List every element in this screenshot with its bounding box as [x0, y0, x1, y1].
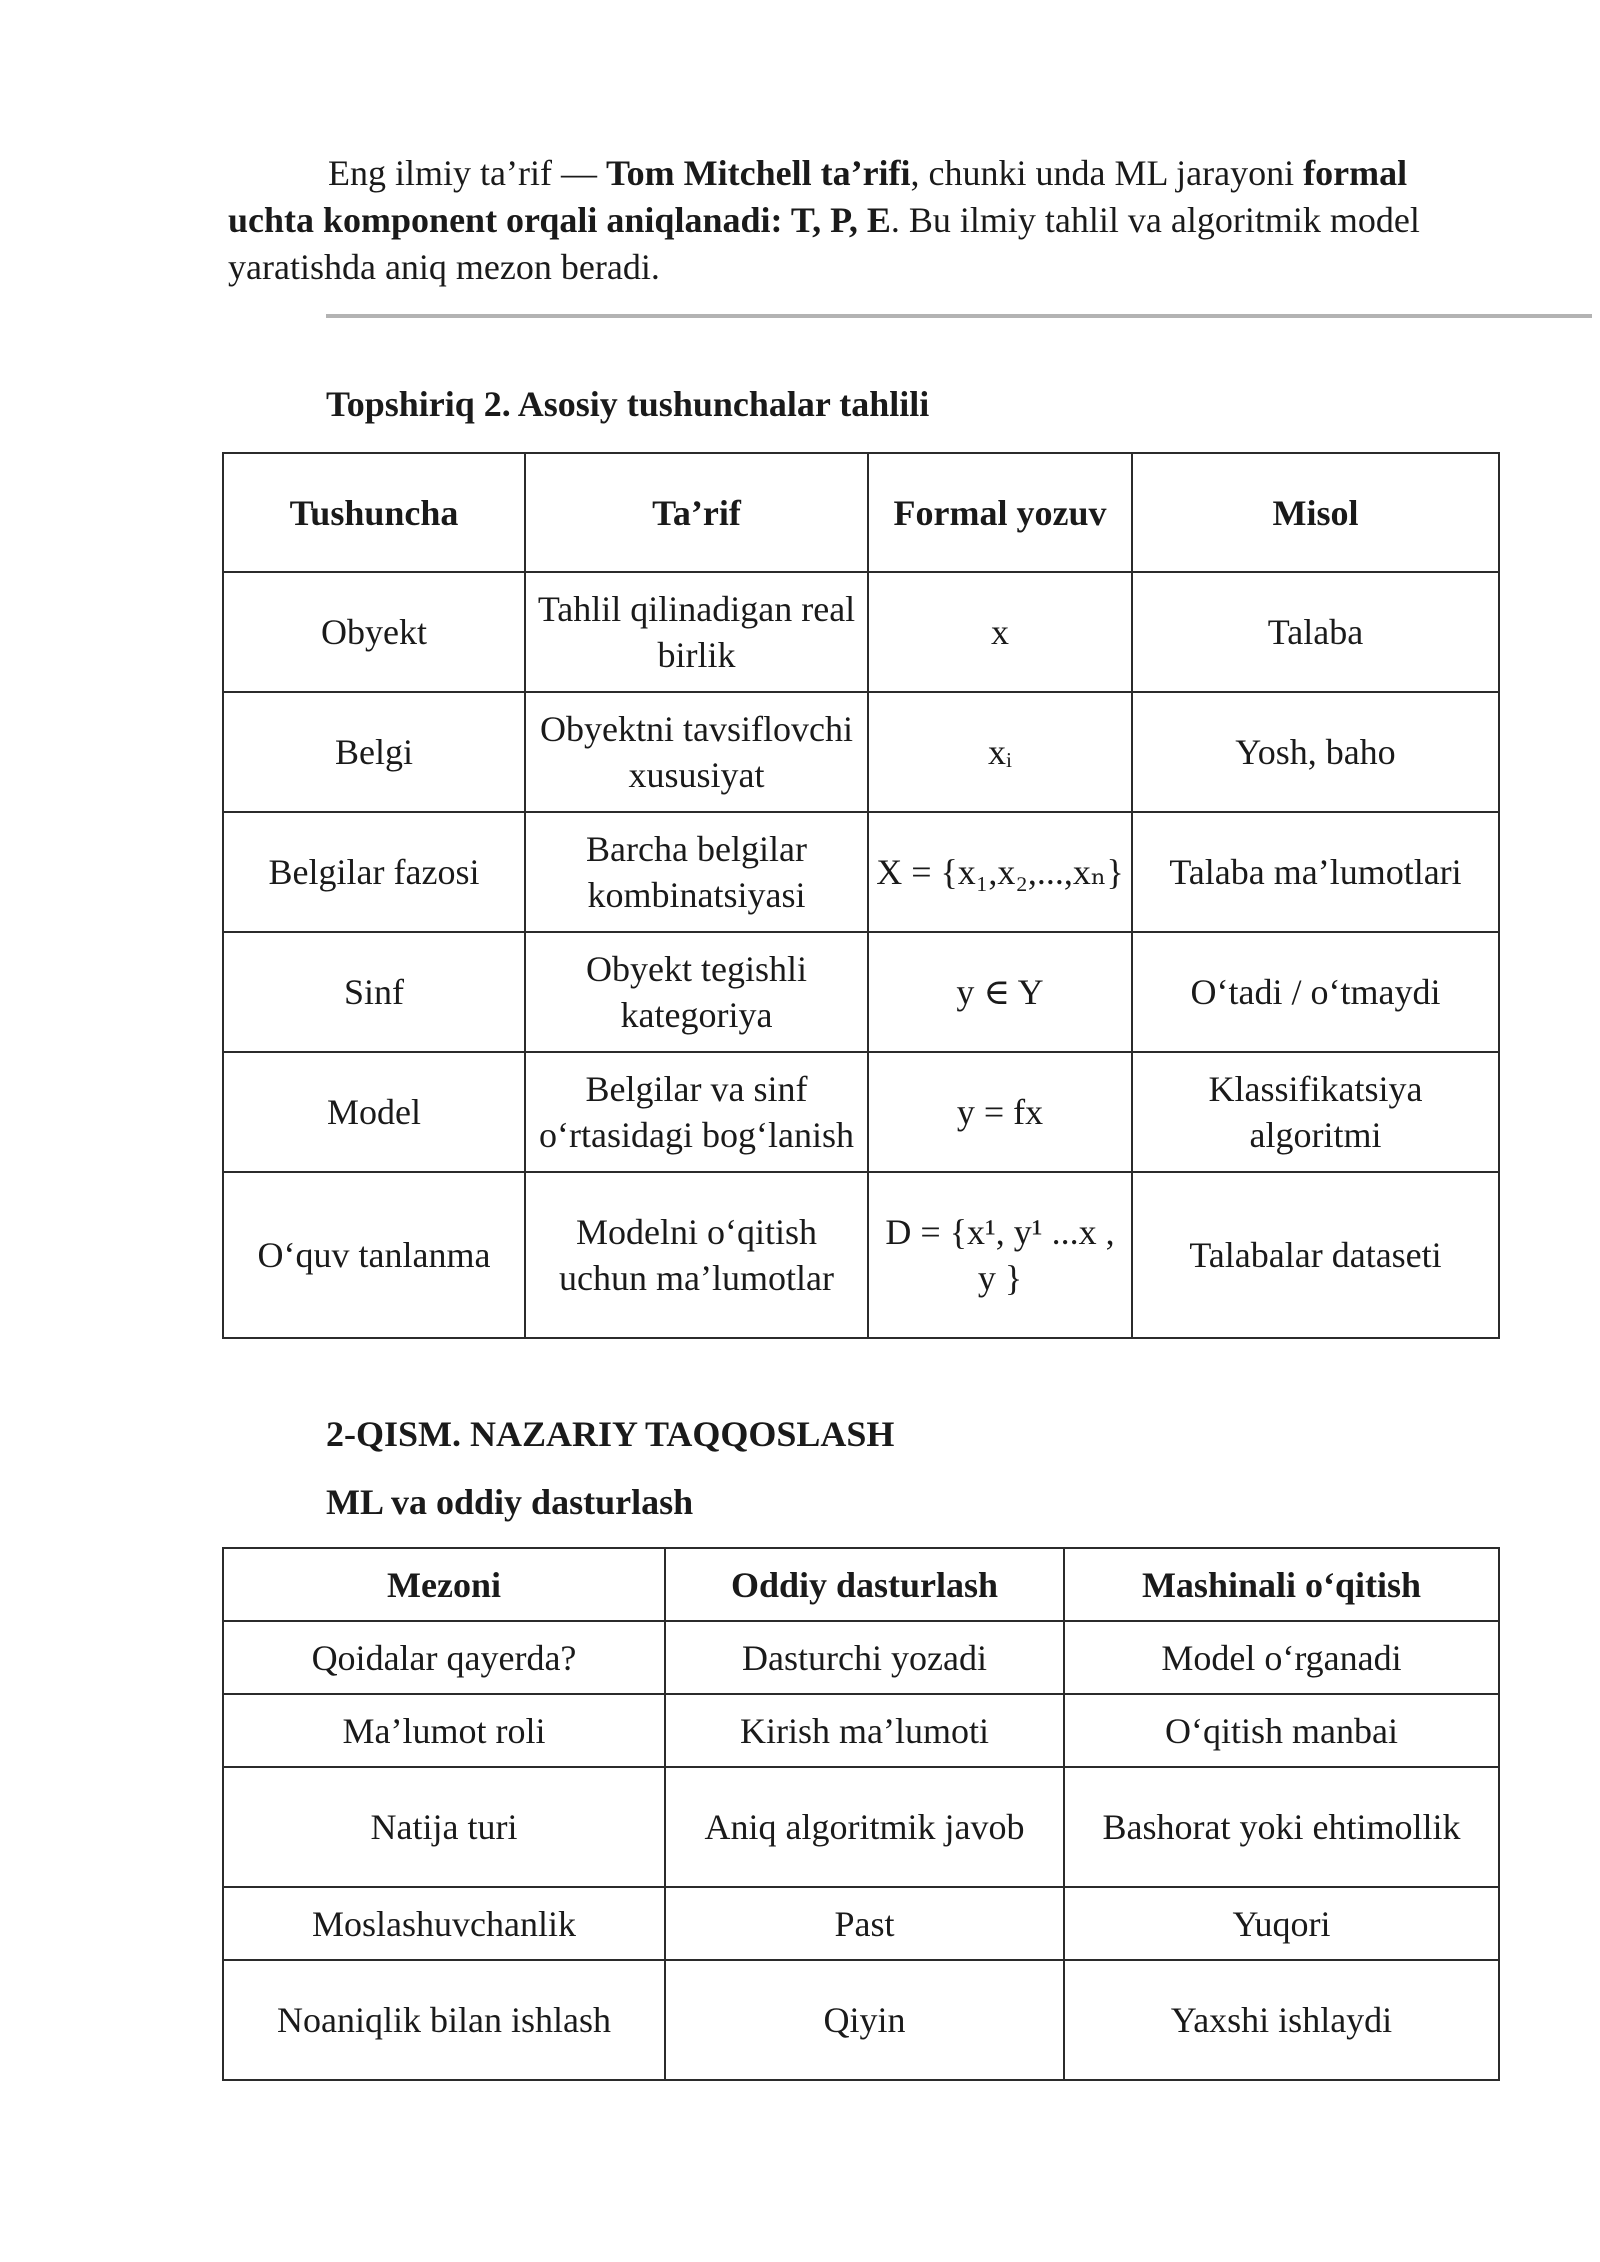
horizontal-divider	[326, 314, 1592, 318]
definition-cell: Barcha belgilar kombinatsiyasi	[525, 812, 868, 932]
header-cell: Tushuncha	[223, 453, 525, 572]
criterion-cell: Noaniqlik bilan ishlash	[223, 1960, 665, 2080]
header-cell: Mezoni	[223, 1548, 665, 1621]
formal-cell: x	[868, 572, 1132, 692]
table-row	[223, 692, 1499, 812]
term-cell: Belgi	[223, 692, 525, 812]
criterion-cell: Natija turi	[223, 1767, 665, 1887]
concepts-table-header	[223, 453, 1499, 572]
criterion-cell: Ma’lumot roli	[223, 1694, 665, 1767]
header-cell: Formal yozuv	[868, 453, 1132, 572]
definition-cell: Modelni o‘qitish uchun ma’lumotlar	[525, 1172, 868, 1338]
definition-cell: Belgilar va sinf o‘rtasidagi bog‘lanish	[525, 1052, 868, 1172]
table-row	[223, 932, 1499, 1052]
intro-text-1: Eng ilmiy ta’rif —	[328, 153, 606, 193]
formal-cell: y ∈ Y	[868, 932, 1132, 1052]
header-cell: Misol	[1132, 453, 1499, 572]
table-row	[223, 812, 1499, 932]
classic-cell: Qiyin	[665, 1960, 1064, 2080]
table-row	[223, 1694, 1499, 1767]
classic-cell: Aniq algoritmik javob	[665, 1767, 1064, 1887]
term-cell: O‘quv tanlanma	[223, 1172, 525, 1338]
header-cell: Oddiy dasturlash	[665, 1548, 1064, 1621]
ml-cell: Bashorat yoki ehtimollik	[1064, 1767, 1499, 1887]
example-cell: Talaba	[1132, 572, 1499, 692]
definition-cell: Obyekt tegishli kategoriya	[525, 932, 868, 1052]
classic-cell: Kirish ma’lumoti	[665, 1694, 1064, 1767]
intro-text-2: , chunki unda ML jarayoni	[910, 153, 1304, 193]
table-row	[223, 1621, 1499, 1694]
formal-cell: D = {x¹, y¹ ...x , y }	[868, 1172, 1132, 1338]
task2-heading: Topshiriq 2. Asosiy tushunchalar tahlili	[326, 384, 930, 424]
example-cell: O‘tadi / o‘tmaydi	[1132, 932, 1499, 1052]
intro-text-3: . Bu ilmiy tahlil va algoritmik model yaratishda aniq mezon beradi.	[228, 200, 1420, 287]
intro-bold-2: formal uchta komponent orqali aniqlanadi: T, P, E	[228, 153, 1408, 240]
table-row	[223, 1960, 1499, 2080]
term-cell: Model	[223, 1052, 525, 1172]
intro-bold-1: Tom Mitchell ta’rifi	[605, 153, 911, 193]
example-cell: Yosh, baho	[1132, 692, 1499, 812]
header-cell: Mashinali o‘qitish	[1064, 1548, 1499, 1621]
table-row	[223, 572, 1499, 692]
intro-paragraph	[228, 150, 1498, 291]
concepts-table	[222, 452, 1500, 1339]
term-cell: Obyekt	[223, 572, 525, 692]
table-row	[223, 1052, 1499, 1172]
example-cell: Klassifikatsiya algoritmi	[1132, 1052, 1499, 1172]
formal-cell: X = {x₁,x₂,...,xₙ}	[868, 812, 1132, 932]
formal-cell: y = fx	[868, 1052, 1132, 1172]
classic-cell: Dasturchi yozadi	[665, 1621, 1064, 1694]
comparison-table	[222, 1547, 1500, 2081]
part2-heading: 2-QISM. NAZARIY TAQQOSLASH	[326, 1414, 895, 1454]
classic-cell: Past	[665, 1887, 1064, 1960]
definition-cell: Tahlil qilinadigan real birlik	[525, 572, 868, 692]
comparison-subheading: ML va oddiy dasturlash	[326, 1482, 694, 1522]
term-cell: Belgilar fazosi	[223, 812, 525, 932]
ml-cell: Model o‘rganadi	[1064, 1621, 1499, 1694]
term-cell: Sinf	[223, 932, 525, 1052]
criterion-cell: Moslashuvchanlik	[223, 1887, 665, 1960]
comparison-table-header	[223, 1548, 1499, 1621]
criterion-cell: Qoidalar qayerda?	[223, 1621, 665, 1694]
table-row	[223, 1172, 1499, 1338]
table-row	[223, 1767, 1499, 1887]
ml-cell: Yuqori	[1064, 1887, 1499, 1960]
formal-cell: xᵢ	[868, 692, 1132, 812]
definition-cell: Obyektni tavsiflovchi xususiyat	[525, 692, 868, 812]
example-cell: Talabalar dataseti	[1132, 1172, 1499, 1338]
ml-cell: O‘qitish manbai	[1064, 1694, 1499, 1767]
header-cell: Ta’rif	[525, 453, 868, 572]
example-cell: Talaba ma’lumotlari	[1132, 812, 1499, 932]
table-row	[223, 1887, 1499, 1960]
ml-cell: Yaxshi ishlaydi	[1064, 1960, 1499, 2080]
